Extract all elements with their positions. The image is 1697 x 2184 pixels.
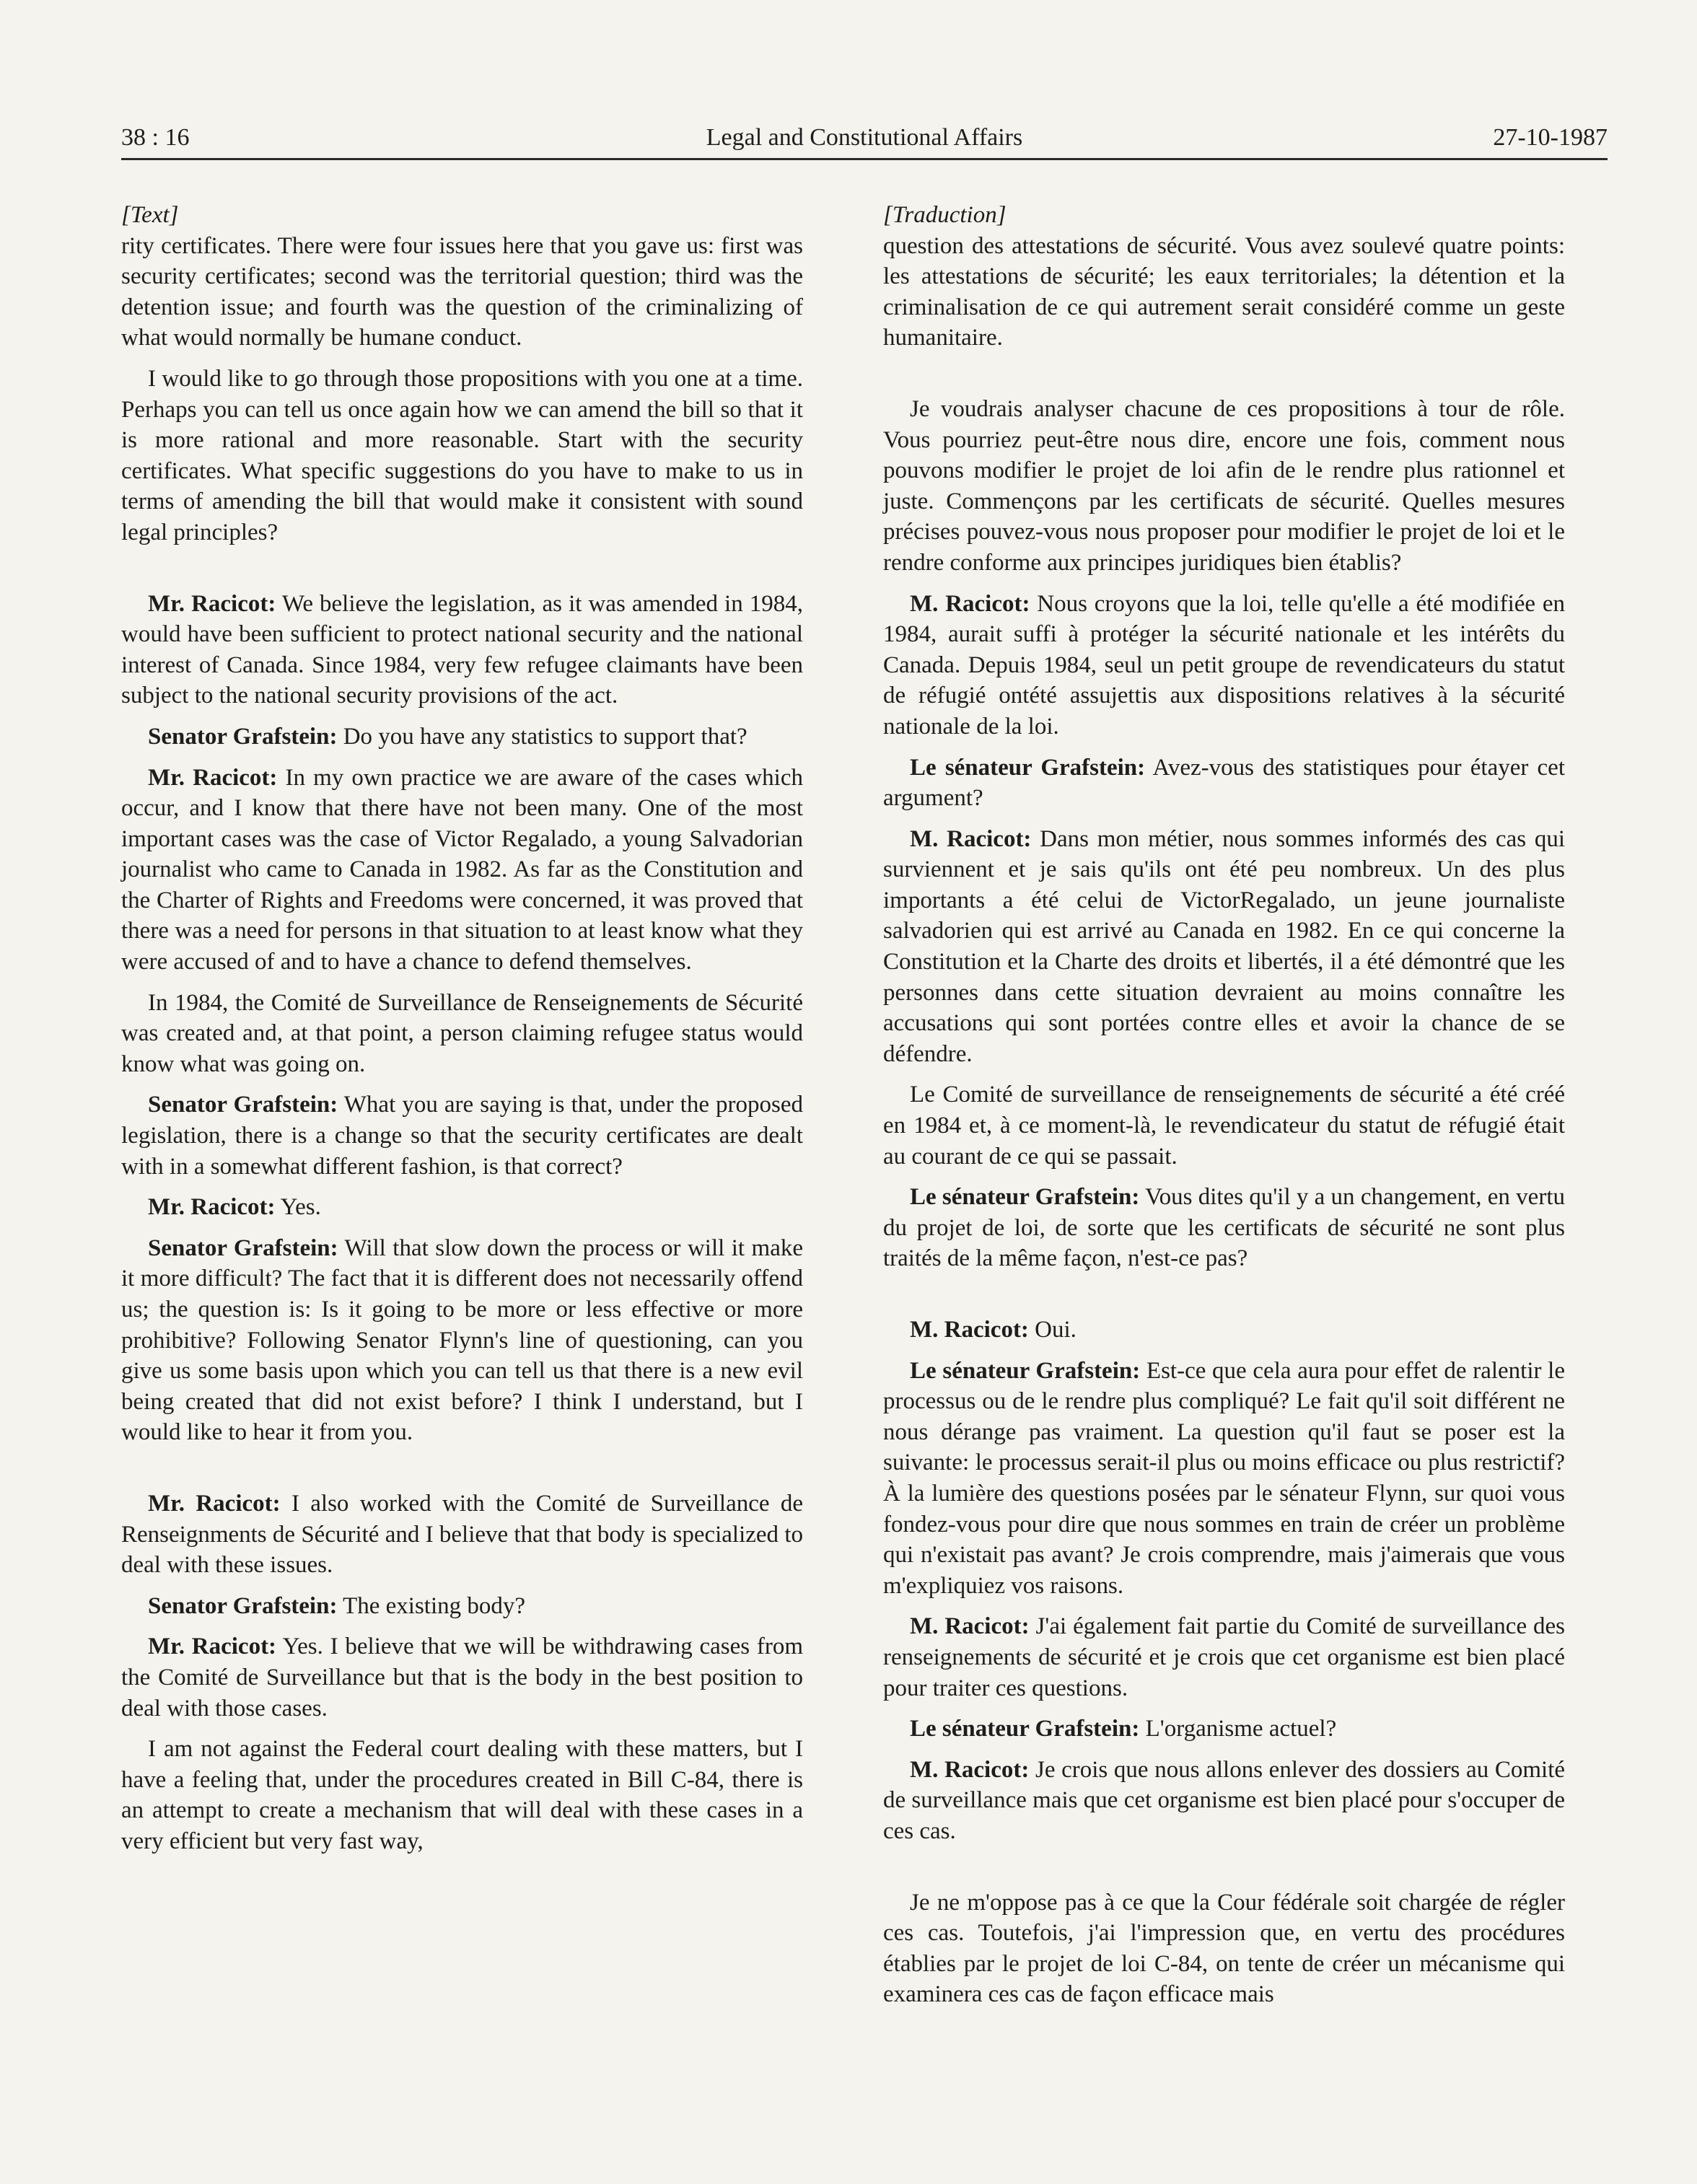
speech-paragraph — [883, 824, 1565, 1070]
speaker-name: M. Racicot: — [910, 1317, 1029, 1343]
speaker-name: M. Racicot: — [910, 825, 1032, 852]
speech-text: Nous croyons que la loi, telle qu'elle a été modifiée en 1984, aurait suffi à protéger la sécurité nationale et les intérêts du Canada. Depuis 1984, seul un petit groupe de revendicateurs du statut de réfugié ontété assujettis aux dispositions relatives à la sécurité nationale de la loi. — [883, 590, 1566, 740]
speech-text: Dans mon métier, nous sommes informés des cas qui surviennent et je sais qu'ils ont été peu nombreux. Un des plus importants a été celui de VictorRegalado, un jeune journaliste salvadorien qui est arrivé au Canada en 1982. En ce qui concerne la Constitution et la Charte des droits et libertés, il a été démontré que les personnes dans cette situation devraient au moins connaître les accusations qui sont portées contre elles et avoir la chance de se défendre. — [883, 825, 1565, 1067]
speech-paragraph — [883, 1611, 1565, 1703]
speech-paragraph — [883, 1182, 1565, 1274]
speaker-name: Senator Grafstein: — [148, 1092, 338, 1118]
paragraph: Je voudrais analyser chacune de ces propositions à tour de rôle. Vous pourriez peut-être nous dire, encore une fois, comment nous pouvons modifier le projet de loi afin de le rendre plus rationnel et juste. Commençons par les certificats de sécurité. Quelles mesures précises pouvez-vous nous proposer pour modifier le projet de loi et le rendre conforme aux principes juridiques bien établis? — [883, 395, 1565, 576]
speech-text: J'ai également fait partie du Comité de surveillance des renseignements de sécurité et je crois que cet organisme est bien placé pour traiter ces questions. — [883, 1613, 1566, 1701]
speech-paragraph — [121, 722, 803, 753]
speech-text: Will that slow down the process or will it make it more difficult? The fact that it is different does not necessarily offend us; the question is: Is it going to be more or less effective or more prohibitive? Following Senator Flynn's line of questioning, can you give us some basis upon which you can tell us that there is a new evil being created that did not exist before? I think I understand, but I would like to hear it from you. — [121, 1234, 804, 1446]
speaker-name: M. Racicot: — [910, 590, 1030, 617]
speaker-name: Le sénateur Grafstein: — [910, 1184, 1140, 1211]
speaker-name: Le sénateur Grafstein: — [910, 1716, 1140, 1742]
page-header — [121, 121, 1608, 157]
speech-text: We believe the legislation, as it was amended in 1984, would have been sufficient to protect national security and the national interest of Canada. Since 1984, very few refugee claimants have been subject to the national security provisions of the act. — [121, 590, 804, 709]
speech-paragraph — [883, 1315, 1565, 1346]
translation-tag: [Traduction] — [883, 202, 1007, 228]
speech-paragraph — [883, 1356, 1565, 1602]
speech-paragraph — [121, 589, 803, 711]
speech-paragraph — [121, 1631, 803, 1724]
speaker-name: Senator Grafstein: — [148, 1234, 338, 1261]
speech-paragraph — [121, 1192, 803, 1223]
text-tag: [Text] — [121, 202, 179, 228]
speech-paragraph — [121, 1233, 803, 1448]
speech-paragraph — [883, 589, 1565, 742]
speech-paragraph — [883, 1714, 1565, 1745]
english-column — [121, 200, 803, 1857]
speech-text: Vous dites qu'il y a un changement, en vertu du projet de loi, de sorte que les certificats de sécurité ne sont plus traités de la même façon, n'est-ce pas? — [883, 1184, 1565, 1272]
running-title: Legal and Constitutional Affairs — [706, 124, 1023, 151]
speech-text: Est-ce que cela aura pour effet de ralentir le processus ou de le rendre plus compliqué? Le fait qu'il soit différent ne nous dérange pas vraiment. La question qu'il faut se poser est la suivante: le processus serait-il plus ou moins efficace ou plus restrictif? À la lumière des questions posées par le sénateur Flynn, sur quoi vous fondez-vous pour dire que nous sommes en train de créer un problème qui n'existait pas avant? Je crois comprendre, mais j'aimerais que vous m'expliquiez vos raisons. — [883, 1357, 1565, 1599]
header-date: 27-10-1987 — [1493, 124, 1608, 151]
speaker-name: Senator Grafstein: — [148, 1592, 338, 1619]
speech-text: Yes. — [280, 1194, 321, 1221]
speaker-name: M. Racicot: — [910, 1613, 1030, 1640]
speech-text: Oui. — [1035, 1317, 1076, 1343]
french-column — [883, 200, 1565, 2010]
speech-text: I also worked with the Comité de Surveillance de Renseignments de Sécurité and I believe that that body is specialized to deal with these issues. — [121, 1490, 803, 1579]
speaker-name: Mr. Racicot: — [148, 1194, 276, 1221]
speech-paragraph — [883, 753, 1565, 814]
speech-text: Avez-vous des statistiques pour étayer cet argument? — [883, 754, 1565, 812]
paragraph: I would like to go through those propositions with you one at a time. Perhaps you can tell us once again how we can amend the bill so that it is more rational and more reasonable. Start with the security certificates. What specific suggestions do you have to make to us in terms of amending the bill that would make it consistent with sound legal principles? — [121, 365, 803, 545]
speech-paragraph — [121, 1488, 803, 1581]
header-rule — [121, 158, 1608, 160]
speech-paragraph — [121, 763, 803, 978]
page-number: 38 : 16 — [121, 124, 190, 151]
speech-paragraph — [883, 1755, 1565, 1847]
speaker-name: M. Racicot: — [910, 1756, 1030, 1783]
speech-text: The existing body? — [343, 1592, 526, 1619]
speaker-name: Senator Grafstein: — [148, 723, 338, 750]
paragraph: rity certificates. There were four issues here that you gave us: first was security certificates; second was the territorial question; third was the detention issue; and fourth was the question of the criminalizing of what would normally be humane conduct. — [121, 232, 803, 351]
speech-paragraph — [121, 1591, 803, 1622]
speech-text: What you are saying is that, under the proposed legislation, there is a change so that the security certificates are dealt with in a somewhat different fashion, is that correct? — [121, 1092, 804, 1180]
speaker-name: Le sénateur Grafstein: — [910, 1357, 1141, 1384]
speech-text: Je crois que nous allons enlever des dossiers au Comité de surveillance mais que cet organisme est bien placé pour s'occuper de ces cas. — [883, 1756, 1566, 1844]
speech-text: In my own practice we are aware of the cases which occur, and I know that there have not been many. One of the most important cases was the case of Victor Regalado, a young Salvadorian journalist who came to Canada in 1982. As far as the Constitution and the Charter of Rights and Freedoms were concerned, it was proved that there was a need for persons in that situation to at least know what they were accused of and to have a chance to defend themselves. — [121, 764, 803, 975]
speaker-name: Le sénateur Grafstein: — [910, 754, 1146, 781]
speech-text: Yes. I believe that we will be withdrawing cases from the Comité de Surveillance but that is the body in the best position to deal with those cases. — [121, 1633, 804, 1722]
paragraph: Le Comité de surveillance de renseignements de sécurité a été créé en 1984 et, à ce moment-là, le revendicateur du statut de réfugié était au courant de ce qui se passait. — [883, 1082, 1565, 1170]
speaker-name: Mr. Racicot: — [148, 764, 278, 791]
speaker-name: Mr. Racicot: — [148, 1490, 281, 1517]
paragraph: Je ne m'oppose pas à ce que la Cour fédérale soit chargée de régler ces cas. Toutefois, j'ai l'impression que, en vertu des procédures établies par le projet de loi C-84, on tente de créer un mécanisme qui examinera ces cas de façon efficace mais — [883, 1889, 1565, 2008]
speech-text: L'organisme actuel? — [1145, 1716, 1337, 1742]
speech-text: Do you have any statistics to support that? — [343, 723, 747, 750]
speech-paragraph — [121, 1089, 803, 1182]
paragraph: In 1984, the Comité de Surveillance de Renseignements de Sécurité was created and, at that point, a person claiming refugee status would know what was going on. — [121, 989, 803, 1077]
speaker-name: Mr. Racicot: — [148, 1633, 277, 1660]
paragraph: question des attestations de sécurité. Vous avez soulevé quatre points: les attestations de sécurité; les eaux territoriales; la détention et la criminalisation de ce qui autrement serait considéré comme un geste humanitaire. — [883, 232, 1565, 351]
speaker-name: Mr. Racicot: — [148, 590, 276, 617]
paragraph: I am not against the Federal court dealing with these matters, but I have a feeling that, under the procedures created in Bill C-84, there is an attempt to create a mechanism that will deal with these cases in a very efficient but very fast way, — [121, 1736, 803, 1854]
